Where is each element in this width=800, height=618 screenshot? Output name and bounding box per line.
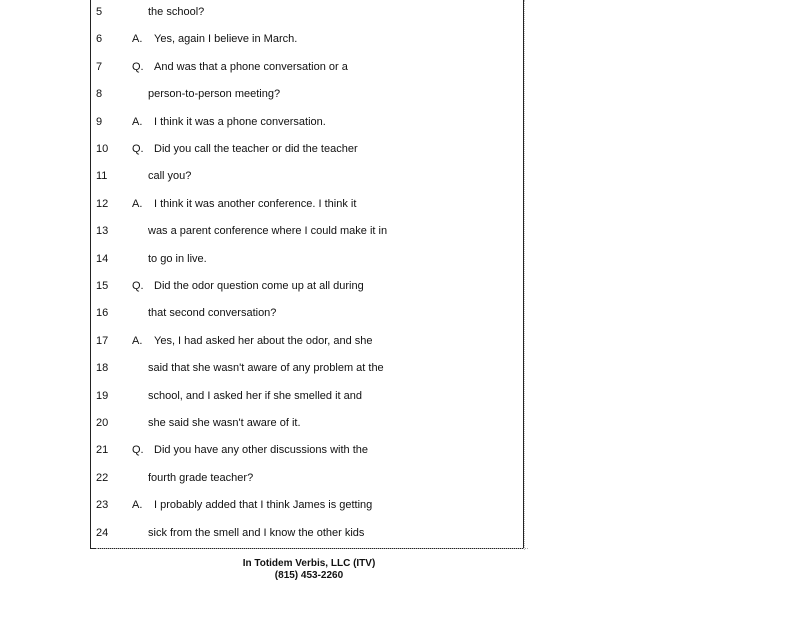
- transcript-line: [0, 251, 520, 267]
- line-text: was a parent conference where I could make it in: [148, 225, 388, 238]
- line-text: she said she wasn't aware of it.: [148, 417, 301, 429]
- transcript-line: [0, 59, 520, 75]
- line-text: that second conversation?: [148, 307, 277, 320]
- scan-artifact-bottom: [96, 548, 528, 552]
- line-text: I think it was another conference. I think it: [154, 197, 357, 210]
- speaker-marker: A.: [132, 115, 143, 128]
- transcript-line: [0, 114, 520, 130]
- transcript-line: [0, 415, 520, 431]
- line-text: Did you call the teacher or did the teacher: [154, 143, 358, 155]
- line-number: 18: [96, 362, 109, 375]
- transcript-line: [0, 333, 520, 349]
- transcript-line: [0, 360, 520, 376]
- speaker-marker: Q.: [132, 444, 144, 457]
- speaker-marker: A.: [132, 334, 143, 347]
- line-number: 21: [96, 444, 109, 457]
- line-text: And was that a phone conversation or a: [154, 60, 348, 73]
- speaker-marker: A.: [132, 499, 143, 512]
- transcript-line: [0, 31, 520, 47]
- line-text: said that she wasn't aware of any problem at the: [148, 362, 384, 375]
- line-number: 20: [96, 417, 109, 429]
- transcript-line: [0, 497, 520, 513]
- line-number: 10: [96, 143, 109, 155]
- transcript-line: [0, 470, 520, 486]
- line-text: I think it was a phone conversation.: [154, 115, 326, 128]
- line-number: 17: [96, 334, 109, 347]
- line-number: 22: [96, 471, 109, 484]
- speaker-marker: Q.: [132, 280, 144, 292]
- line-text: to go in live.: [148, 252, 207, 265]
- line-number: 7: [96, 60, 103, 73]
- line-number: 13: [96, 225, 109, 238]
- transcript-line: [0, 525, 520, 541]
- line-number: 23: [96, 499, 109, 512]
- line-text: sick from the smell and I know the other kids: [148, 526, 365, 539]
- line-text: Did the odor question come up at all during: [154, 280, 364, 292]
- transcript-line: [0, 168, 520, 184]
- line-number: 9: [96, 115, 103, 128]
- transcript-line: [0, 442, 520, 458]
- footer-company: In Totidem Verbis, LLC (ITV): [242, 558, 376, 569]
- line-text: Yes, again I believe in March.: [154, 33, 298, 46]
- transcript-line: [0, 86, 520, 102]
- line-number: 19: [96, 389, 109, 402]
- line-number: 11: [96, 170, 108, 183]
- line-number: 5: [96, 6, 103, 18]
- scan-artifact-edge: [524, 0, 529, 550]
- line-text: school, and I asked her if she smelled it and: [148, 389, 363, 402]
- line-number: 6: [96, 33, 103, 46]
- transcript-line: [0, 388, 520, 404]
- speaker-marker: A.: [132, 33, 143, 46]
- line-text: fourth grade teacher?: [148, 471, 254, 484]
- line-number: 24: [96, 526, 109, 539]
- footer-phone: (815) 453-2260: [274, 570, 344, 581]
- speaker-marker: Q.: [132, 143, 144, 155]
- speaker-marker: Q.: [132, 60, 144, 73]
- line-text: I probably added that I think James is getting: [154, 499, 373, 512]
- line-text: Did you have any other discussions with the: [154, 444, 369, 457]
- line-text: call you?: [148, 170, 192, 183]
- line-number: 8: [96, 88, 103, 101]
- transcript-line: [0, 305, 520, 321]
- transcript-line: [0, 278, 520, 294]
- transcript-line: [0, 141, 520, 157]
- line-text: person-to-person meeting?: [148, 88, 281, 101]
- line-number: 15: [96, 280, 109, 292]
- line-text: the school?: [148, 6, 205, 18]
- speaker-marker: A.: [132, 197, 143, 210]
- line-number: 12: [96, 197, 109, 210]
- transcript-page-frame: [90, 0, 524, 549]
- line-text: Yes, I had asked her about the odor, and she: [154, 334, 373, 347]
- transcript-line: [0, 196, 520, 212]
- transcript-line: [0, 4, 520, 20]
- line-number: 16: [96, 307, 109, 320]
- transcript-line: [0, 223, 520, 239]
- line-number: 14: [96, 252, 109, 265]
